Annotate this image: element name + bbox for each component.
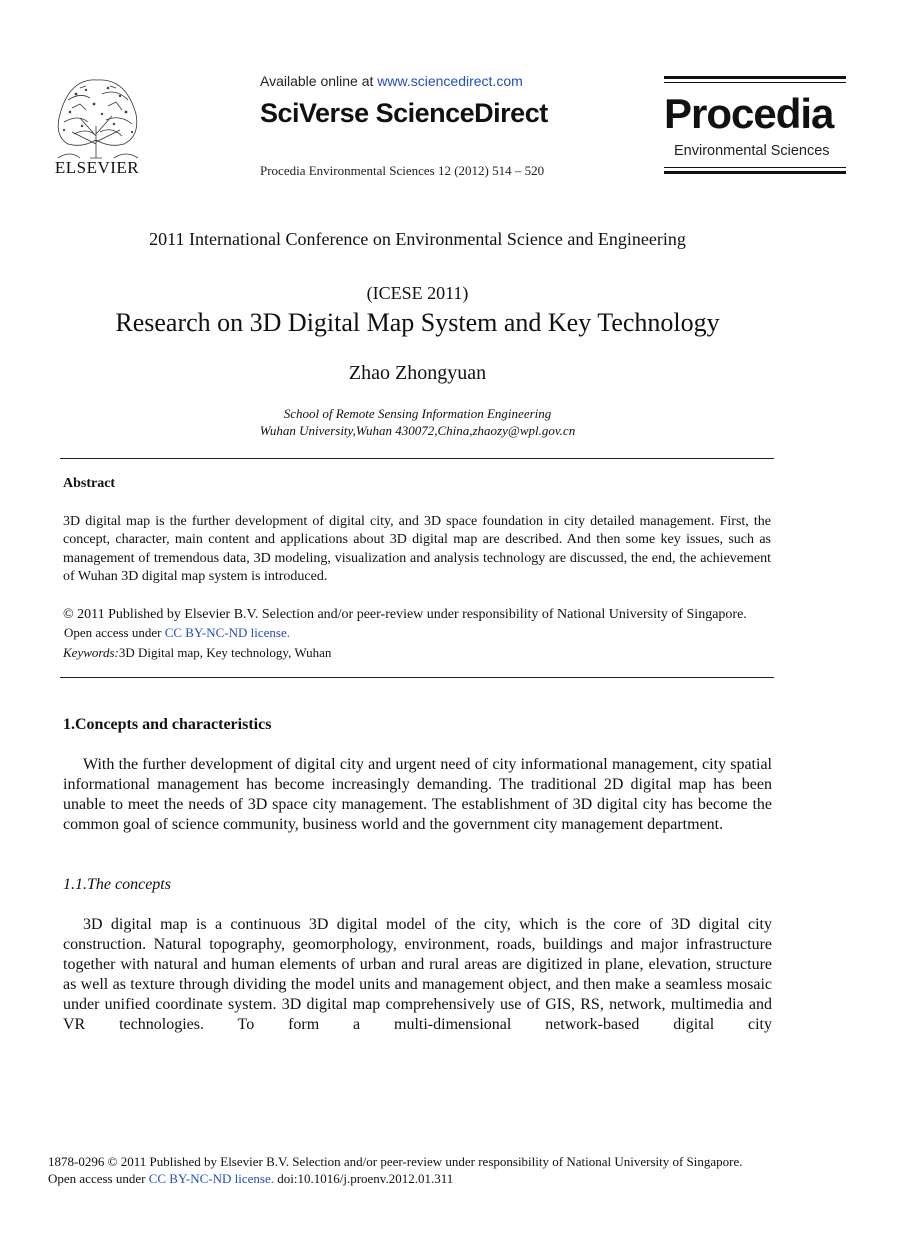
procedia-logo <box>664 76 846 176</box>
conference-name: 2011 International Conference on Environmental Science and Engineering <box>149 229 686 249</box>
subsection-paragraph <box>63 915 772 1035</box>
elsevier-logo <box>50 74 144 178</box>
license-link[interactable]: CC BY-NC-ND license. <box>164 625 291 640</box>
paper-title: Research on 3D Digital Map System and Key Technology <box>115 308 720 337</box>
keywords-list: 3D Digital map, Key technology, Wuhan <box>118 645 332 660</box>
journal-reference: Procedia Environmental Sciences 12 (2012) 514 – 520 <box>260 163 545 178</box>
divider-top <box>60 458 774 459</box>
footer-doi: doi:10.1016/j.proenv.2012.01.311 <box>274 1171 454 1186</box>
paragraph-text: With the further development of digital city and urgent need of city informational management, city spatial informational management has become increasingly demanding. The traditional 2D digital map has been unable to meet the needs of 3D space city management. The establishment of 3D digital city has become the common goal of science community, business world and the government city management department. <box>63 756 772 833</box>
available-prefix: Available online at <box>260 73 378 89</box>
footer-license-doi <box>48 1171 453 1187</box>
sciverse-sciencedirect-wordmark: SciVerse ScienceDirect <box>260 98 548 128</box>
open-access-prefix: Open access under <box>64 625 165 640</box>
open-access-notice <box>64 625 290 641</box>
footer-open-access-prefix: Open access under <box>48 1171 149 1186</box>
section-heading: 1.Concepts and characteristics <box>63 716 272 733</box>
subsection-heading: 1.1.The concepts <box>63 876 171 893</box>
procedia-subtitle: Environmental Sciences <box>674 143 830 159</box>
section-paragraph <box>63 755 772 835</box>
affiliation-line-2: Wuhan University,Wuhan 430072,China,zhaozy@wpl.gov.cn <box>259 423 576 438</box>
footer-license-link[interactable]: CC BY-NC-ND license. <box>148 1171 275 1186</box>
abstract-heading: Abstract <box>63 476 116 491</box>
paragraph-text: 3D digital map is a continuous 3D digital model of the city, which is the core of 3D digital city construction. Natural topography, geomorphology, environment, roads, buildings and major infrastructure together with natural and human elements of urban and rural areas are digitized in plane, elevation, structure as well as texture through dividing the model units and management object, and then make a seamless mosaic under unified coordinate system. 3D digital map comprehensively use of GIS, RS, network, multimedia and VR technologies. To form a multi-dimensional network-based digital city <box>63 916 772 1033</box>
keywords <box>63 645 331 661</box>
affiliation-line-1: School of Remote Sensing Information Engineering <box>283 406 552 421</box>
available-online <box>260 73 523 89</box>
conference-acronym: (ICESE 2011) <box>366 283 469 303</box>
sciencedirect-link[interactable]: www.sciencedirect.com <box>377 73 523 89</box>
procedia-wordmark: Procedia <box>664 90 834 137</box>
divider-bottom <box>60 677 774 678</box>
keywords-label: Keywords: <box>63 645 119 660</box>
abstract-text: 3D digital map is the further development of digital city, and 3D space foundation in city detailed management. First, the concept, character, main content and applications about 3D digital map are described. And then some key issues, such as management of tremendous data, 3D modeling, visualization and analysis technology are discussed, the end, the achievement of Wuhan 3D digital map system is introduced. <box>63 514 771 584</box>
elsevier-wordmark: ELSEVIER <box>54 158 140 177</box>
footer-copyright: 1878-0296 © 2011 Published by Elsevier B.V. Selection and/or peer-review under responsibility of National University of Singapore. <box>48 1154 743 1169</box>
author-name: Zhao Zhongyuan <box>348 362 487 384</box>
copyright-notice: © 2011 Published by Elsevier B.V. Selection and/or peer-review under responsibility of National University of Singapore. <box>63 607 747 622</box>
